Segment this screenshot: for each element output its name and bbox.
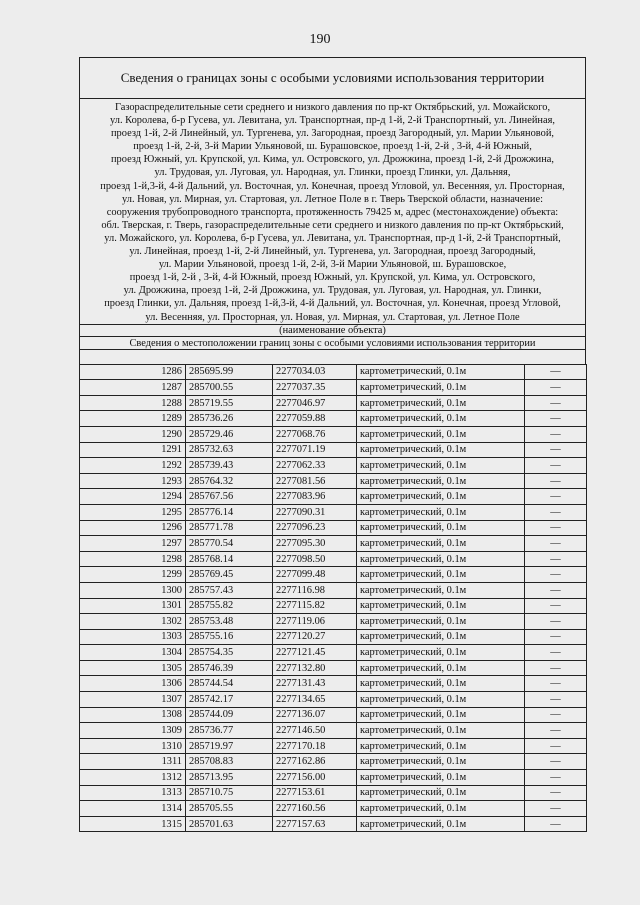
y-coordinate-cell: 2277146.50 — [273, 723, 357, 739]
x-coordinate-cell: 285767.56 — [186, 489, 273, 505]
method-cell: картометрический, 0.1м — [357, 411, 525, 427]
point-number-cell: 1307 — [80, 692, 186, 708]
method-cell: картометрический, 0.1м — [357, 738, 525, 754]
y-coordinate-cell: 2277136.07 — [273, 707, 357, 723]
method-cell: картометрический, 0.1м — [357, 458, 525, 474]
method-cell: картометрический, 0.1м — [357, 816, 525, 832]
accuracy-cell: — — [525, 707, 587, 723]
point-number-cell: 1308 — [80, 707, 186, 723]
method-cell: картометрический, 0.1м — [357, 536, 525, 552]
x-coordinate-cell: 285708.83 — [186, 754, 273, 770]
document-title: Сведения о границах зоны с особыми условиями использования территории — [79, 57, 586, 98]
method-cell: картометрический, 0.1м — [357, 489, 525, 505]
x-coordinate-cell: 285768.14 — [186, 551, 273, 567]
point-number-cell: 1314 — [80, 801, 186, 817]
table-row — [80, 442, 587, 458]
x-coordinate-cell: 285771.78 — [186, 520, 273, 536]
x-coordinate-cell: 285769.45 — [186, 567, 273, 583]
point-number-cell: 1292 — [80, 458, 186, 474]
accuracy-cell: — — [525, 676, 587, 692]
method-cell: картометрический, 0.1м — [357, 598, 525, 614]
y-coordinate-cell: 2277037.35 — [273, 380, 357, 396]
table-row — [80, 551, 587, 567]
y-coordinate-cell: 2277034.03 — [273, 364, 357, 380]
object-description — [79, 98, 586, 324]
x-coordinate-cell: 285742.17 — [186, 692, 273, 708]
y-coordinate-cell: 2277132.80 — [273, 660, 357, 676]
method-cell: картометрический, 0.1м — [357, 770, 525, 786]
point-number-cell: 1301 — [80, 598, 186, 614]
accuracy-cell: — — [525, 582, 587, 598]
accuracy-cell: — — [525, 380, 587, 396]
table-row — [80, 520, 587, 536]
method-cell: картометрический, 0.1м — [357, 692, 525, 708]
table-row — [80, 723, 587, 739]
method-cell: картометрический, 0.1м — [357, 442, 525, 458]
y-coordinate-cell: 2277119.06 — [273, 614, 357, 630]
description-line: Газораспределительные сети среднего и низкого давления по пр-кт Октябрьский, ул. Можайского, — [114, 102, 551, 113]
table-row — [80, 411, 587, 427]
y-coordinate-cell: 2277116.98 — [273, 582, 357, 598]
y-coordinate-cell: 2277071.19 — [273, 442, 357, 458]
accuracy-cell: — — [525, 785, 587, 801]
x-coordinate-cell: 285732.63 — [186, 442, 273, 458]
description-line: ул. Новая, ул. Мирная, ул. Стартовая, ул. Летное Поле в г. Тверь Тверской области, назначение: — [122, 193, 543, 205]
y-coordinate-cell: 2277083.96 — [273, 489, 357, 505]
method-cell: картометрический, 0.1м — [357, 614, 525, 630]
x-coordinate-cell: 285755.82 — [186, 598, 273, 614]
method-cell: картометрический, 0.1м — [357, 380, 525, 396]
accuracy-cell: — — [525, 614, 587, 630]
point-number-cell: 1310 — [80, 738, 186, 754]
accuracy-cell: — — [525, 442, 587, 458]
table-row — [80, 614, 587, 630]
table-row — [80, 816, 587, 832]
point-number-cell: 1293 — [80, 473, 186, 489]
method-cell: картометрический, 0.1м — [357, 504, 525, 520]
y-coordinate-cell: 2277098.50 — [273, 551, 357, 567]
x-coordinate-cell: 285695.99 — [186, 364, 273, 380]
accuracy-cell: — — [525, 551, 587, 567]
y-coordinate-cell: 2277068.76 — [273, 426, 357, 442]
description-line: проезд 1-й, 2-й, 3-й Марии Ульяновой, ш. Бурашовское, проезд 1-й, 2-й , 3-й, 4-й Южный, — [133, 141, 532, 153]
table-row — [80, 380, 587, 396]
x-coordinate-cell: 285713.95 — [186, 770, 273, 786]
point-number-cell: 1309 — [80, 723, 186, 739]
accuracy-cell: — — [525, 364, 587, 380]
table-row — [80, 473, 587, 489]
table-row — [80, 738, 587, 754]
table-row — [80, 426, 587, 442]
table-row — [80, 801, 587, 817]
method-cell: картометрический, 0.1м — [357, 426, 525, 442]
table-row — [80, 598, 587, 614]
method-cell: картометрический, 0.1м — [357, 660, 525, 676]
table-row — [80, 504, 587, 520]
point-number-cell: 1289 — [80, 411, 186, 427]
accuracy-cell: — — [525, 489, 587, 505]
description-line: ул. Можайского, ул. Королева, б-р Гусева, ул. Левитана, ул. Транспортная, пр-д 1-й, 2-й Транспортный, — [104, 232, 561, 244]
accuracy-cell: — — [525, 629, 587, 645]
method-cell: картометрический, 0.1м — [357, 801, 525, 817]
table-row — [80, 660, 587, 676]
y-coordinate-cell: 2277156.00 — [273, 770, 357, 786]
y-coordinate-cell: 2277059.88 — [273, 411, 357, 427]
x-coordinate-cell: 285744.09 — [186, 707, 273, 723]
x-coordinate-cell: 285705.55 — [186, 801, 273, 817]
table-row — [80, 489, 587, 505]
y-coordinate-cell: 2277062.33 — [273, 458, 357, 474]
table-row — [80, 676, 587, 692]
y-coordinate-cell: 2277081.56 — [273, 473, 357, 489]
x-coordinate-cell: 285753.48 — [186, 614, 273, 630]
description-line: проезд 1-й, 2-й Линейный, ул. Тургенева, ул. Загородная, проезд Загородный, ул. Марии Ульяновой, — [111, 128, 554, 140]
x-coordinate-cell: 285746.39 — [186, 660, 273, 676]
table-row — [80, 692, 587, 708]
point-number-cell: 1297 — [80, 536, 186, 552]
method-cell: картометрический, 0.1м — [357, 723, 525, 739]
accuracy-cell: — — [525, 473, 587, 489]
method-cell: картометрический, 0.1м — [357, 676, 525, 692]
y-coordinate-cell: 2277134.65 — [273, 692, 357, 708]
description-line: ул. Марии Ульяновой, проезд 1-й, 2-й, 3-й Марии Ульяновой, ш. Бурашовское, — [158, 259, 507, 271]
table-row — [80, 770, 587, 786]
method-cell: картометрический, 0.1м — [357, 520, 525, 536]
x-coordinate-cell: 285776.14 — [186, 504, 273, 520]
accuracy-cell: — — [525, 692, 587, 708]
x-coordinate-cell: 285739.43 — [186, 458, 273, 474]
point-number-cell: 1302 — [80, 614, 186, 630]
accuracy-cell: — — [525, 645, 587, 661]
y-coordinate-cell: 2277115.82 — [273, 598, 357, 614]
description-line: ул. Весенняя, ул. Просторная, ул. Новая, ул. Мирная, ул. Стартовая, ул. Летное Поле — [145, 311, 520, 323]
x-coordinate-cell: 285754.35 — [186, 645, 273, 661]
x-coordinate-cell: 285719.97 — [186, 738, 273, 754]
y-coordinate-cell: 2277046.97 — [273, 395, 357, 411]
y-coordinate-cell: 2277153.61 — [273, 785, 357, 801]
x-coordinate-cell: 285736.26 — [186, 411, 273, 427]
description-line: ул. Трудовая, ул. Луговая, ул. Народная, ул. Глинки, проезд Глинки, ул. Дальняя, — [154, 167, 511, 179]
point-number-cell: 1286 — [80, 364, 186, 380]
method-cell: картометрический, 0.1м — [357, 395, 525, 411]
point-number-cell: 1306 — [80, 676, 186, 692]
method-cell: картометрический, 0.1м — [357, 364, 525, 380]
x-coordinate-cell: 285729.46 — [186, 426, 273, 442]
description-line: ул. Линейная, проезд 1-й, 2-й Линейный, ул. Тургенева, ул. Загородная, проезд Загородный, — [129, 246, 536, 258]
point-number-cell: 1287 — [80, 380, 186, 396]
method-cell: картометрический, 0.1м — [357, 629, 525, 645]
accuracy-cell: — — [525, 426, 587, 442]
x-coordinate-cell: 285700.55 — [186, 380, 273, 396]
point-number-cell: 1300 — [80, 582, 186, 598]
description-line: ул. Дрожжина, проезд 1-й, 2-й Дрожжина, ул. Трудовая, ул. Луговая, ул. Народная, ул. Глинки, — [123, 285, 542, 297]
point-number-cell: 1315 — [80, 816, 186, 832]
x-coordinate-cell: 285755.16 — [186, 629, 273, 645]
table-row — [80, 536, 587, 552]
accuracy-cell: — — [525, 567, 587, 583]
x-coordinate-cell: 285744.54 — [186, 676, 273, 692]
point-number-cell: 1311 — [80, 754, 186, 770]
y-coordinate-cell: 2277090.31 — [273, 504, 357, 520]
table-row — [80, 364, 587, 380]
point-number-cell: 1288 — [80, 395, 186, 411]
point-number-cell: 1290 — [80, 426, 186, 442]
table-row — [80, 707, 587, 723]
y-coordinate-cell: 2277120.27 — [273, 629, 357, 645]
x-coordinate-cell: 285701.63 — [186, 816, 273, 832]
accuracy-cell: — — [525, 395, 587, 411]
y-coordinate-cell: 2277099.48 — [273, 567, 357, 583]
method-cell: картометрический, 0.1м — [357, 645, 525, 661]
accuracy-cell: — — [525, 754, 587, 770]
accuracy-cell: — — [525, 770, 587, 786]
accuracy-cell: — — [525, 723, 587, 739]
page-number: 190 — [309, 32, 331, 47]
accuracy-cell: — — [525, 801, 587, 817]
point-number-cell: 1291 — [80, 442, 186, 458]
description-line: проезд Южный, ул. Крупской, ул. Кима, ул. Островского, ул. Дрожжина, проезд 1-й, 2-й Дрожжина, — [110, 154, 554, 166]
method-cell: картометрический, 0.1м — [357, 551, 525, 567]
description-line: обл. Тверская, г. Тверь, газораспределительные сети среднего и низкого давления по пр-кт Октябрьский, — [101, 219, 564, 231]
x-coordinate-cell: 285736.77 — [186, 723, 273, 739]
description-line: проезд 1-й,3-й, 4-й Дальний, ул. Восточная, ул. Конечная, проезд Угловой, ул. Весенняя, ул. Просторная, — [100, 180, 565, 192]
table-row — [80, 395, 587, 411]
point-number-cell: 1299 — [80, 567, 186, 583]
point-number-cell: 1305 — [80, 660, 186, 676]
table-row — [80, 458, 587, 474]
accuracy-cell: — — [525, 504, 587, 520]
method-cell: картометрический, 0.1м — [357, 567, 525, 583]
location-section-title: Сведения о местоположении границ зоны с особыми условиями использования территории — [79, 336, 586, 350]
x-coordinate-cell: 285770.54 — [186, 536, 273, 552]
description-line: проезд Глинки, ул. Дальняя, проезд 1-й,3-й, 4-й Дальний, ул. Восточная, ул. Конечная, проезд Угловой, — [104, 298, 561, 310]
accuracy-cell: — — [525, 738, 587, 754]
x-coordinate-cell: 285710.75 — [186, 785, 273, 801]
zone-boundaries-document — [79, 57, 586, 832]
description-line: сооружения трубопроводного транспорта, протяженность 79425 м, адрес (местонахождение) объекта: — [106, 206, 559, 218]
y-coordinate-cell: 2277170.18 — [273, 738, 357, 754]
method-cell: картометрический, 0.1м — [357, 473, 525, 489]
point-number-cell: 1294 — [80, 489, 186, 505]
y-coordinate-cell: 2277162.86 — [273, 754, 357, 770]
table-row — [80, 582, 587, 598]
description-line: проезд 1-й, 2-й , 3-й, 4-й Южный, проезд Южный, ул. Крупской, ул. Кима, ул. Островского, — [129, 272, 536, 284]
point-number-cell: 1303 — [80, 629, 186, 645]
accuracy-cell: — — [525, 536, 587, 552]
y-coordinate-cell: 2277095.30 — [273, 536, 357, 552]
accuracy-cell: — — [525, 598, 587, 614]
accuracy-cell: — — [525, 660, 587, 676]
y-coordinate-cell: 2277096.23 — [273, 520, 357, 536]
coordinates-table — [79, 364, 587, 833]
accuracy-cell: — — [525, 458, 587, 474]
description-line: ул. Королева, б-р Гусева, ул. Левитана, ул. Транспортная, пр-д 1-й, 2-й Транспортный, ул. Линейная, — [110, 115, 555, 127]
x-coordinate-cell: 285764.32 — [186, 473, 273, 489]
accuracy-cell: — — [525, 411, 587, 427]
accuracy-cell: — — [525, 520, 587, 536]
method-cell: картометрический, 0.1м — [357, 754, 525, 770]
point-number-cell: 1304 — [80, 645, 186, 661]
table-row — [80, 567, 587, 583]
point-number-cell: 1296 — [80, 520, 186, 536]
point-number-cell: 1295 — [80, 504, 186, 520]
table-spacer — [79, 350, 586, 364]
y-coordinate-cell: 2277160.56 — [273, 801, 357, 817]
object-name-label: (наименование объекта) — [79, 324, 586, 336]
y-coordinate-cell: 2277131.43 — [273, 676, 357, 692]
point-number-cell: 1298 — [80, 551, 186, 567]
table-row — [80, 645, 587, 661]
point-number-cell: 1313 — [80, 785, 186, 801]
method-cell: картометрический, 0.1м — [357, 582, 525, 598]
table-row — [80, 629, 587, 645]
x-coordinate-cell: 285757.43 — [186, 582, 273, 598]
x-coordinate-cell: 285719.55 — [186, 395, 273, 411]
table-row — [80, 785, 587, 801]
y-coordinate-cell: 2277121.45 — [273, 645, 357, 661]
accuracy-cell: — — [525, 816, 587, 832]
point-number-cell: 1312 — [80, 770, 186, 786]
method-cell: картометрический, 0.1м — [357, 785, 525, 801]
table-row — [80, 754, 587, 770]
y-coordinate-cell: 2277157.63 — [273, 816, 357, 832]
method-cell: картометрический, 0.1м — [357, 707, 525, 723]
